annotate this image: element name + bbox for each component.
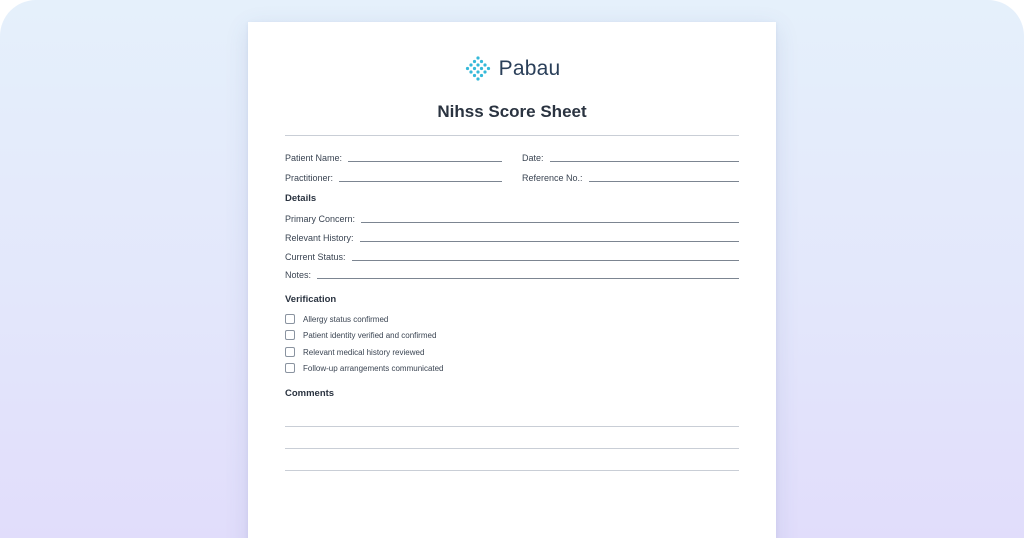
reference-no-field[interactable]: [522, 170, 739, 184]
primary-concern-field[interactable]: [285, 211, 739, 225]
relevant-history-field[interactable]: [285, 230, 739, 244]
checklist-item-allergy[interactable]: [285, 313, 388, 325]
form-sheet: [248, 22, 776, 538]
checkbox-label: Allergy status confirmed: [303, 314, 389, 324]
field-label: Relevant History:: [285, 233, 354, 243]
field-label: Patient Name:: [285, 153, 343, 163]
field-label: Notes:: [285, 270, 312, 280]
comment-line[interactable]: [285, 470, 739, 471]
notes-field[interactable]: [285, 267, 739, 281]
checklist-item-identity[interactable]: [285, 329, 436, 341]
field-line[interactable]: [348, 161, 502, 162]
field-line[interactable]: [361, 222, 739, 223]
brand-name: Pabau: [498, 57, 561, 80]
comment-line[interactable]: [285, 426, 739, 427]
comments-heading: Comments: [285, 388, 335, 399]
checkbox-label: Patient identity verified and confirmed: [303, 330, 437, 340]
comment-line[interactable]: [285, 448, 739, 449]
field-line[interactable]: [589, 181, 739, 182]
checklist-item-history[interactable]: [285, 346, 424, 358]
checkbox-label: Relevant medical history reviewed: [303, 347, 425, 357]
field-label: Reference No.:: [522, 173, 583, 183]
date-field[interactable]: [522, 150, 739, 164]
checkbox[interactable]: [285, 330, 295, 340]
field-label: Practitioner:: [285, 173, 334, 183]
field-line[interactable]: [317, 278, 739, 279]
field-line[interactable]: [352, 260, 739, 261]
verification-heading: Verification: [285, 294, 337, 305]
field-line[interactable]: [550, 161, 739, 162]
field-line[interactable]: [339, 181, 502, 182]
checkbox-label: Follow-up arrangements communicated: [303, 363, 444, 373]
title-divider: [285, 135, 739, 136]
page-title: Nihss Score Sheet: [437, 102, 587, 121]
brand-logo: [248, 54, 776, 84]
checklist-item-follow-up[interactable]: [285, 362, 444, 374]
checkbox[interactable]: [285, 363, 295, 373]
field-label: Primary Concern:: [285, 214, 356, 224]
checkbox[interactable]: [285, 347, 295, 357]
field-line[interactable]: [360, 241, 739, 242]
details-heading: Details: [285, 193, 317, 204]
current-status-field[interactable]: [285, 249, 739, 263]
patient-name-field[interactable]: [285, 150, 502, 164]
field-label: Current Status:: [285, 252, 346, 262]
practitioner-field[interactable]: [285, 170, 502, 184]
diamond-dots-logo-icon: [464, 55, 492, 83]
checkbox[interactable]: [285, 314, 295, 324]
field-label: Date:: [522, 153, 544, 163]
